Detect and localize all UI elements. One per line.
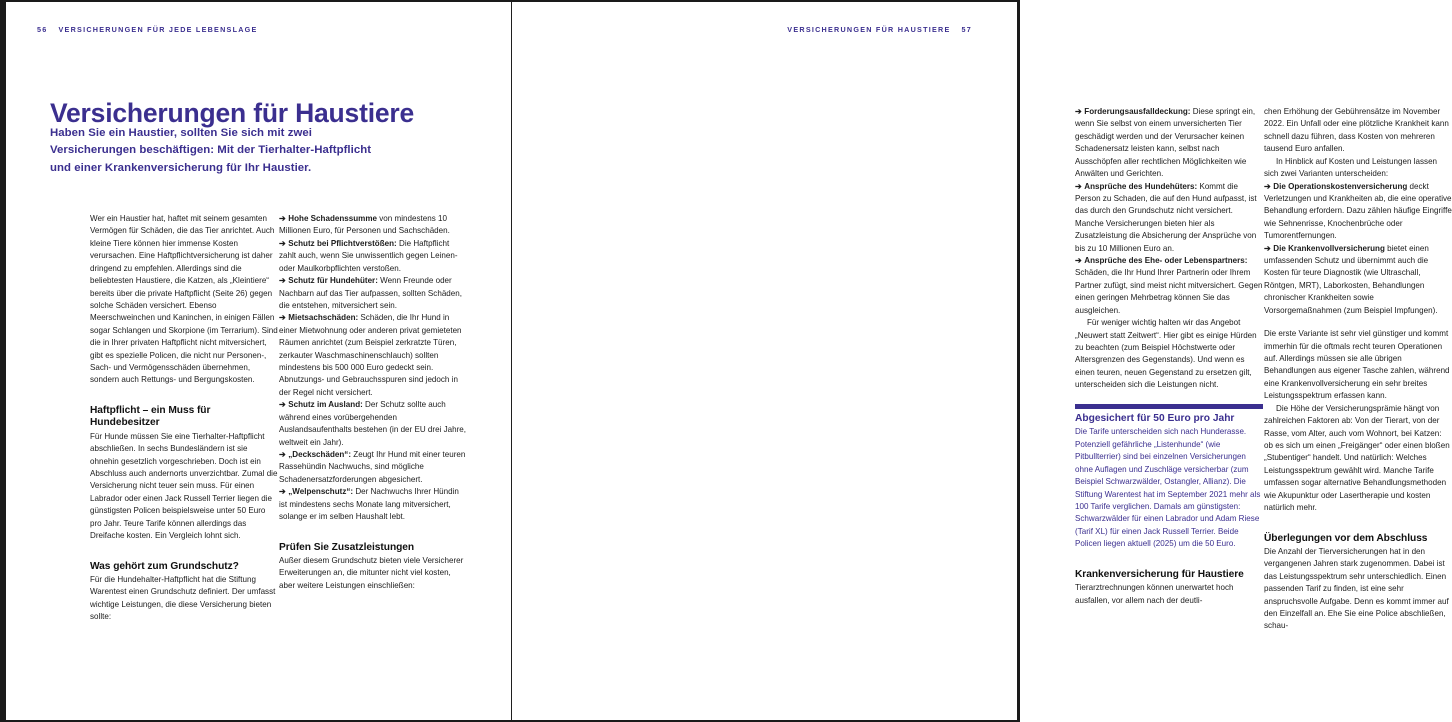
bullet-lead: Ansprüche des Ehe- oder Lebenspartners: [1084,256,1248,266]
bullet-list-zusatzleistungen [1075,106,1263,317]
bullet-lead: Ansprüche des Hundehüters: [1084,181,1198,191]
arrow-bullet-icon: ➔ [1264,181,1271,191]
paragraph: Die erste Variante ist sehr viel günstiger und kommt immerhin für die oftmals recht teuren Operationen auf. Allerdings müssen sie alle übrigen Behandlungen aus eigener Tasche zahlen, während eine Krankenvollversicherung ein sehr breites Leistungsspektrum erfassen kann. [1264,329,1450,401]
subheading-krankenversicherung: Krankenversicherung für Haustiere [1075,568,1244,580]
arrow-bullet-icon: ➔ [1075,181,1082,191]
bullet-lead: Die Operationskostenversicherung [1273,181,1408,191]
text-column-4 [1264,106,1452,633]
arrow-bullet-icon: ➔ [279,487,286,497]
folio-right: 57 [961,25,972,34]
arrow-bullet-icon: ➔ [1075,107,1082,116]
paragraph: Für weniger wichtig halten wir das Angebot „Neuwert statt Zeitwert“. Hier gibt es einige Hürden zu beachten (zum Beispiel Höchstwerte oder Altersgrenzen des Gegenstands). Und wenn es einen teuren, neuen Gegenstand zu ersetzen gilt, unterscheiden sich die Leistungen nicht. [1075,318,1257,390]
folio-left: 56 [37,25,48,34]
bullet-lead: Schutz bei Pflichtverstößen: [288,238,397,248]
page-title: Versicherungen für Haustiere [50,97,415,128]
subheading-grundschutz: Was gehört zum Grundschutz? [90,560,239,572]
bullet-item [279,486,467,523]
running-head-left [37,25,258,34]
text-column-3 [1075,106,1263,607]
info-box-rule [1075,404,1263,409]
bullet-item [279,312,467,399]
arrow-bullet-icon: ➔ [279,313,286,323]
subheading-haftpflicht: Haftpflicht – ein Muss für Hundebesitzer [90,404,211,429]
bullet-lead: Hohe Schadenssumme [288,214,377,223]
subheading-zusatzleistungen: Prüfen Sie Zusatzleistungen [279,541,415,553]
bullet-item [279,449,467,486]
bullet-text: Wenn Freunde oder Nachbarn auf das Tier aufpassen, sollten Schäden, die entstehen, mitversichert sein. [279,276,463,310]
bullet-list-varianten [1264,181,1452,318]
paragraph: Die Anzahl der Tierversicherungen hat in den vergangenen Jahren stark zugenommen. Dabei ist das Leistungsspektrum sehr unterschiedlich. Einen passenden Tarif zu finden, ist eine sehr anspruchsvolle Aufgabe. Denn es kommt immer auf den Einzelfall an. Ehe Sie eine Police abschließen, schau- [1264,546,1449,631]
bullet-item [1075,255,1263,317]
left-page [6,2,511,720]
paragraph: Außer diesem Grundschutz bieten viele Versicherer Erweiterungen an, die mitunter nicht viel kosten, aber weitere Leistungen einschließen: [279,555,464,590]
bullet-text: Zeugt Ihr Hund mit einer teuren Rassehündin Nachwuchs, sind mögliche Schadenersatzforderungen abgesichert. [279,450,466,484]
bullet-lead: Schutz im Ausland: [288,400,363,410]
bullet-lead: Die Krankenvollversicherung [1273,243,1385,253]
bullet-item [1264,243,1452,318]
running-head-right [787,25,972,34]
arrow-bullet-icon: ➔ [279,400,286,410]
paragraph: Für Hunde müssen Sie eine Tierhalter-Haftpflicht abschließen. In sechs Bundesländern ist sie ohnehin gesetzlich vorgeschrieben. Doch ist ein Abschluss auch andernorts unverzichtbar. Zumal die Versicherung nicht teuer sein muss. Für einen Labrador oder einen Jack Russell Terrier liegen die günstigsten Policen beispielsweise unter 50 Euro pro Jahr. Teure Tarife können allerdings das Dreifache kosten. Ein Vergleich lohnt sich. [90,431,278,541]
info-box-heading: Abgesichert für 50 Euro pro Jahr [1075,412,1235,424]
paragraph: chen Erhöhung der Gebührensätze im November 2022. Ein Unfall oder eine plötzliche Krankheit kann schnell dazu führen, dass Kosten von mehreren tausend Euro anfallen. [1264,107,1449,154]
right-page [511,2,1452,720]
paragraph: Für die Hundehalter-Haftpflicht hat die Stiftung Warentest einen Grundschutz definiert. Der umfasst wichtige Leistungen, die diese Versicherung bieten sollte: [90,575,276,622]
bullet-item [279,238,467,275]
bullet-item [279,399,467,449]
bullet-lead: „Deckschäden“: [288,450,352,460]
bullet-item [1075,106,1263,181]
bullet-lead: Mietsachschäden: [288,313,359,323]
paragraph: Die Höhe der Versicherungsprämie hängt von zahlreichen Faktoren ab: Von der Tierart, von der Rasse, vom Alter, auch vom Wohnort, bei Katzen: ob es sich um einen „Freigänger“ oder einen bloßen „Stubentiger“ handelt. Und natürlich: Welches Leistungsspektrum gewählt wird. Manche Tarife umfassen sogar alternative Behandlungsmethoden wie Akupunktur oder Lasertherapie und kosten natürlich mehr. [1264,403,1450,513]
bullet-item [1264,181,1452,243]
running-head-right-label: VERSICHERUNGEN FÜR HAUSTIERE [787,25,951,34]
bullet-lead: Schutz für Hundehüter: [288,276,378,286]
arrow-bullet-icon: ➔ [1075,256,1082,266]
arrow-bullet-icon: ➔ [279,238,286,248]
info-box-abgesichert [1075,404,1263,551]
running-head-left-label: VERSICHERUNGEN FÜR JEDE LEBENSLAGE [58,25,258,34]
info-box-text: Die Tarife unterscheiden sich nach Hunderasse. Potenziell gefährliche „Listenhunde“ (wie Pitbullterrier) sind bei einzelnen Versicherungen ohne Auflagen und Zuschläge versicherbar (zum Beispiel Schwarzwälder, Ostangler, Allianz). Die Stiftung Warentest hat im September 2021 mehr als 100 Tarife verglichen. Damals am günstigsten: Schwarzwälder für einen Labrador und Adam Riese (Tarif XL) für einen Jack Russell Terrier. Beide Policen liegen aktuell (2025) um die 50 Euro. [1075,427,1261,549]
bullet-lead: Forderungsausfalldeckung: [1084,107,1191,116]
bullet-text: von mindestens 10 Millionen Euro, für Personen und Sachschäden. [279,214,450,236]
arrow-bullet-icon: ➔ [279,450,286,460]
arrow-bullet-icon: ➔ [279,276,286,286]
paragraph: In Hinblick auf Kosten und Leistungen lassen sich zwei Varianten unterscheiden: [1264,156,1438,179]
bullet-text: Diese springt ein, wenn Sie selbst von einem unversicherten Tier geschädigt werden und der Verursacher keinen Schadenersatz leisten kann, selbst nach Ausschöpfen aller rechtlichen Möglichkeiten wie Anwälten und Gerichten. [1075,107,1256,179]
bullet-text: deckt Verletzungen und Krankheiten ab, die eine operative Behandlung erfordern. Dazu zählen häufige Eingriffe wie Sehnenrisse, Knochenbrüche oder Tumorentfernungen. [1264,181,1452,241]
bullet-text: Der Schutz sollte auch während eines vorübergehenden Auslandsaufenthalts bestehen (in der EU drei Jahre, weltweit ein Jahr). [279,400,467,447]
bullet-lead: „Welpenschutz“: [288,487,354,497]
bullet-text: Der Nachwuchs Ihrer Hündin ist mindestens sechs Monate lang mitversichert, solange er im selben Haushalt lebt. [279,487,459,522]
subheading-ueberlegungen: Überlegungen vor dem Abschluss [1264,532,1428,544]
bullet-text: bietet einen umfassenden Schutz und übernimmt auch die Kosten für teure Diagnostik (wie Ultraschall, Röntgen, MRT), Laborkosten, Behandlungen chronischer Krankheiten sowie Vorsorgemaßnahmen (zum Beispiel Impfungen). [1264,243,1438,315]
text-column-1 [90,213,278,624]
bullet-text: Schäden, die Ihr Hund Ihrer Partnerin oder Ihrem Partner zufügt, sind meist nicht mitversichert. Gegen einen geringen Mehrbetrag können Sie das ausgleichen. [1075,268,1263,315]
bullet-item [1075,181,1263,256]
bullet-text: Schäden, die Ihr Hund in einer Mietwohnung oder anderen privat gemieteten Räumen anrichtet (zum Beispiel zerkratzte Türen, zerkauter Waschmaschinenschlauch) sollten mindestens bis 500 000 Euro gedeckt sein. Abnutzungs- und Gebrauchsspuren sind jedoch in der Regel nicht versichert. [279,313,462,397]
text-column-2 [279,213,467,592]
bullet-text: Die Haftpflicht zahlt auch, wenn Sie unwissentlich gegen Leinen- oder Maulkorbpflichten verstoßen. [279,238,458,273]
bullet-text: Kommt die Person zu Schaden, die auf den Hund aufpasst, ist das durch den Grundschutz nicht versichert. Manche Versicherungen bieten hier als Zusatzleistung die Absicherung der Ansprüche von bis zu 10 Millionen Euro an. [1075,181,1257,253]
arrow-bullet-icon: ➔ [1264,243,1271,253]
standfirst: Haben Sie ein Haustier, sollten Sie sich mit zwei Versicherungen beschäftigen: Mit der Tierhalter-Haftpflicht und einer Krankenversicherung für Ihr Haustier. [50,127,372,174]
bullet-item [279,275,467,312]
paragraph: Tierarztrechnungen können unerwartet hoch ausfallen, vor allem nach der deutli- [1075,583,1234,605]
arrow-bullet-icon: ➔ [279,214,286,223]
bullet-list-grundschutz [279,213,467,524]
paragraph: Wer ein Haustier hat, haftet mit seinem gesamten Vermögen für Schäden, die das Tier anrichtet. Auch kleine Tiere können hier immense Kosten verursachen. Eine Haftpflichtversicherung ist daher dringend zu empfehlen. Allerdings sind die beliebtesten Haustiere, die Katzen, als „Kleintiere“ bereits über die private Haftpflicht (Seite 26) gegen solche Schäden versichert. Ebenso Meerschweinchen und Kaninchen, in einigen Fällen sogar Schlangen und Skorpione (im Terrarium). Sind die in Ihrer privaten Haftpflicht nicht mitversichert, gibt es spezielle Policen, die nicht nur Personen-, Sach- und Vermögensschäden übernehmen, sondern auch Rettungs- und Bergungskosten. [90,214,278,385]
bullet-item [279,213,467,238]
